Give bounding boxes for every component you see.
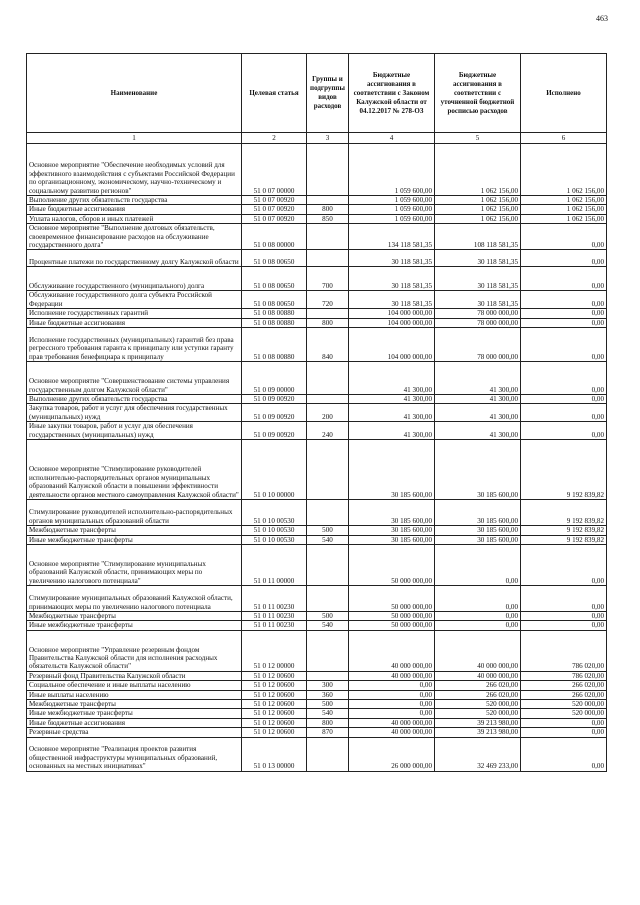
law-allocation-cell: 50 000 000,00 xyxy=(349,585,435,611)
table-row xyxy=(27,544,607,585)
table-row xyxy=(27,535,607,544)
expense-group-cell: 800 xyxy=(307,318,349,327)
executed-cell: 0,00 xyxy=(521,718,607,727)
expense-group-cell xyxy=(307,144,349,196)
adjusted-allocation-cell: 0,00 xyxy=(435,585,521,611)
row-name-cell: Межбюджетные трансферты xyxy=(27,526,242,535)
expense-group-cell: 800 xyxy=(307,205,349,214)
executed-cell: 0,00 xyxy=(521,621,607,630)
executed-cell: 520 000,00 xyxy=(521,699,607,708)
executed-cell: 786 020,00 xyxy=(521,630,607,671)
adjusted-allocation-cell: 41 300,00 xyxy=(435,422,521,440)
executed-cell: 520 000,00 xyxy=(521,709,607,718)
executed-cell: 1 062 156,00 xyxy=(521,214,607,223)
expense-group-cell: 500 xyxy=(307,526,349,535)
col-number: 5 xyxy=(435,133,521,144)
row-name-cell: Основное мероприятие "Выполнение долговых обязательств, своевременное финансирование расходов на обслуживание государственного долга" xyxy=(27,224,242,250)
law-allocation-cell: 0,00 xyxy=(349,690,435,699)
executed-cell: 786 020,00 xyxy=(521,671,607,680)
executed-cell: 0,00 xyxy=(521,267,607,291)
row-name-cell: Основное мероприятие "Стимулирование руководителей исполнительно-распорядительных органов муниципальных образований Калужской области в повышении эффективности деятельности органов местного самоуправления Калужской области" xyxy=(27,440,242,500)
expense-group-cell xyxy=(307,395,349,404)
col-header-adjusted-allocations: Бюджетные ассигнования в соответствии с уточненной бюджетной росписью расходов xyxy=(435,54,521,133)
table-header-row xyxy=(27,54,607,133)
expense-group-cell: 720 xyxy=(307,291,349,309)
table-row xyxy=(27,621,607,630)
expense-group-cell xyxy=(307,224,349,250)
expense-group-cell xyxy=(307,309,349,318)
executed-cell: 0,00 xyxy=(521,250,607,267)
executed-cell: 266 020,00 xyxy=(521,690,607,699)
row-name-cell: Закупка товаров, работ и услуг для обеспечения государственных (муниципальных) нужд xyxy=(27,404,242,422)
table-row xyxy=(27,611,607,620)
target-article-cell: 51 0 08 00650 xyxy=(242,267,307,291)
row-name-cell: Уплата налогов, сборов и иных платежей xyxy=(27,214,242,223)
executed-cell: 0,00 xyxy=(521,328,607,362)
executed-cell: 0,00 xyxy=(521,404,607,422)
target-article-cell: 51 0 09 00920 xyxy=(242,404,307,422)
target-article-cell: 51 0 07 00920 xyxy=(242,196,307,205)
expense-group-cell: 540 xyxy=(307,709,349,718)
law-allocation-cell: 0,00 xyxy=(349,699,435,708)
adjusted-allocation-cell: 41 300,00 xyxy=(435,395,521,404)
table-row xyxy=(27,718,607,727)
target-article-cell: 51 0 11 00230 xyxy=(242,585,307,611)
table-row xyxy=(27,224,607,250)
row-name-cell: Иные межбюджетные трансферты xyxy=(27,535,242,544)
target-article-cell: 51 0 08 00650 xyxy=(242,250,307,267)
target-article-cell: 51 0 08 00000 xyxy=(242,224,307,250)
law-allocation-cell: 50 000 000,00 xyxy=(349,544,435,585)
executed-cell: 0,00 xyxy=(521,422,607,440)
target-article-cell: 51 0 07 00000 xyxy=(242,144,307,196)
executed-cell: 1 062 156,00 xyxy=(521,196,607,205)
table-row xyxy=(27,709,607,718)
law-allocation-cell: 40 000 000,00 xyxy=(349,671,435,680)
adjusted-allocation-cell: 30 185 600,00 xyxy=(435,440,521,500)
expense-group-cell xyxy=(307,250,349,267)
row-name-cell: Обслуживание государственного долга субъекта Российской Федерации xyxy=(27,291,242,309)
expense-group-cell: 800 xyxy=(307,718,349,727)
table-row xyxy=(27,500,607,526)
law-allocation-cell: 50 000 000,00 xyxy=(349,611,435,620)
executed-cell: 0,00 xyxy=(521,224,607,250)
table-row xyxy=(27,291,607,309)
adjusted-allocation-cell: 108 118 581,35 xyxy=(435,224,521,250)
table-row xyxy=(27,440,607,500)
law-allocation-cell: 0,00 xyxy=(349,709,435,718)
table-row xyxy=(27,250,607,267)
table-row xyxy=(27,144,607,196)
expense-group-cell: 360 xyxy=(307,690,349,699)
executed-cell: 266 020,00 xyxy=(521,681,607,690)
adjusted-allocation-cell: 30 118 581,35 xyxy=(435,250,521,267)
adjusted-allocation-cell: 0,00 xyxy=(435,611,521,620)
expense-group-cell: 840 xyxy=(307,328,349,362)
adjusted-allocation-cell: 40 000 000,00 xyxy=(435,671,521,680)
executed-cell: 0,00 xyxy=(521,544,607,585)
expense-group-cell: 850 xyxy=(307,214,349,223)
law-allocation-cell: 41 300,00 xyxy=(349,362,435,395)
target-article-cell: 51 0 13 00000 xyxy=(242,737,307,771)
target-article-cell: 51 0 12 00600 xyxy=(242,728,307,737)
table-row xyxy=(27,422,607,440)
adjusted-allocation-cell: 266 020,00 xyxy=(435,681,521,690)
law-allocation-cell: 30 185 600,00 xyxy=(349,440,435,500)
table-row xyxy=(27,196,607,205)
col-number: 4 xyxy=(349,133,435,144)
expense-group-cell xyxy=(307,500,349,526)
row-name-cell: Основное мероприятие "Реализация проектов развития общественной инфраструктуры муниципальных образований, основанных на местных инициативах" xyxy=(27,737,242,771)
target-article-cell: 51 0 08 00880 xyxy=(242,318,307,327)
expense-group-cell xyxy=(307,544,349,585)
col-header-executed: Исполнено xyxy=(521,54,607,133)
row-name-cell: Социальное обеспечение и иные выплаты населению xyxy=(27,681,242,690)
law-allocation-cell: 40 000 000,00 xyxy=(349,728,435,737)
law-allocation-cell: 1 059 600,00 xyxy=(349,196,435,205)
executed-cell: 1 062 156,00 xyxy=(521,144,607,196)
row-name-cell: Выполнение других обязательств государства xyxy=(27,196,242,205)
law-allocation-cell: 104 000 000,00 xyxy=(349,309,435,318)
table-row xyxy=(27,267,607,291)
law-allocation-cell: 1 059 600,00 xyxy=(349,214,435,223)
row-name-cell: Иные бюджетные ассигнования xyxy=(27,205,242,214)
target-article-cell: 51 0 12 00600 xyxy=(242,681,307,690)
law-allocation-cell: 41 300,00 xyxy=(349,422,435,440)
expense-group-cell: 540 xyxy=(307,535,349,544)
law-allocation-cell: 40 000 000,00 xyxy=(349,718,435,727)
expense-group-cell: 700 xyxy=(307,267,349,291)
expense-group-cell xyxy=(307,585,349,611)
row-name-cell: Основное мероприятие "Обеспечение необходимых условий для эффективного взаимодействия с субъектами Российской Федерации по организационному, экономическому, научно-техническому и социальному развитию регионов" xyxy=(27,144,242,196)
column-number-row xyxy=(27,133,607,144)
target-article-cell: 51 0 10 00530 xyxy=(242,500,307,526)
executed-cell: 0,00 xyxy=(521,728,607,737)
adjusted-allocation-cell: 1 062 156,00 xyxy=(435,214,521,223)
adjusted-allocation-cell: 39 213 980,00 xyxy=(435,718,521,727)
row-name-cell: Обслуживание государственного (муниципального) долга xyxy=(27,267,242,291)
row-name-cell: Выполнение других обязательств государства xyxy=(27,395,242,404)
adjusted-allocation-cell: 0,00 xyxy=(435,544,521,585)
row-name-cell: Резервный фонд Правительства Калужской области xyxy=(27,671,242,680)
target-article-cell: 51 0 07 00920 xyxy=(242,214,307,223)
target-article-cell: 51 0 08 00880 xyxy=(242,328,307,362)
adjusted-allocation-cell: 78 000 000,00 xyxy=(435,328,521,362)
expense-group-cell: 500 xyxy=(307,699,349,708)
executed-cell: 9 192 839,82 xyxy=(521,535,607,544)
row-name-cell: Процентные платежи по государственному долгу Калужской области xyxy=(27,250,242,267)
row-name-cell: Основное мероприятие "Совершенствование системы управления государственным долгом Калужской области" xyxy=(27,362,242,395)
row-name-cell: Межбюджетные трансферты xyxy=(27,699,242,708)
budget-execution-table xyxy=(26,53,607,772)
row-name-cell: Основное мероприятие "Стимулирование муниципальных образований Калужской области, принимающих меры по увеличению налогового потенциала" xyxy=(27,544,242,585)
row-name-cell: Стимулирование муниципальных образований Калужской области, принимающих меры по увеличению налогового потенциала xyxy=(27,585,242,611)
target-article-cell: 51 0 11 00000 xyxy=(242,544,307,585)
executed-cell: 0,00 xyxy=(521,309,607,318)
executed-cell: 9 192 839,82 xyxy=(521,500,607,526)
row-name-cell: Иные выплаты населению xyxy=(27,690,242,699)
executed-cell: 9 192 839,82 xyxy=(521,526,607,535)
adjusted-allocation-cell: 39 213 980,00 xyxy=(435,728,521,737)
table-row xyxy=(27,585,607,611)
expense-group-cell xyxy=(307,630,349,671)
page-number: 463 xyxy=(596,14,608,23)
expense-group-cell xyxy=(307,362,349,395)
col-number: 3 xyxy=(307,133,349,144)
adjusted-allocation-cell: 0,00 xyxy=(435,621,521,630)
adjusted-allocation-cell: 1 062 156,00 xyxy=(435,205,521,214)
expense-group-cell xyxy=(307,737,349,771)
expense-group-cell: 870 xyxy=(307,728,349,737)
target-article-cell: 51 0 08 00650 xyxy=(242,291,307,309)
table-row xyxy=(27,205,607,214)
law-allocation-cell: 104 000 000,00 xyxy=(349,318,435,327)
executed-cell: 1 062 156,00 xyxy=(521,205,607,214)
law-allocation-cell: 41 300,00 xyxy=(349,404,435,422)
executed-cell: 0,00 xyxy=(521,585,607,611)
expense-group-cell: 200 xyxy=(307,404,349,422)
executed-cell: 0,00 xyxy=(521,318,607,327)
table-row xyxy=(27,404,607,422)
law-allocation-cell: 30 185 600,00 xyxy=(349,500,435,526)
target-article-cell: 51 0 12 00600 xyxy=(242,690,307,699)
row-name-cell: Иные бюджетные ассигнования xyxy=(27,718,242,727)
target-article-cell: 51 0 12 00600 xyxy=(242,718,307,727)
row-name-cell: Иные межбюджетные трансферты xyxy=(27,709,242,718)
table-row xyxy=(27,318,607,327)
law-allocation-cell: 30 185 600,00 xyxy=(349,526,435,535)
target-article-cell: 51 0 09 00920 xyxy=(242,422,307,440)
expense-group-cell xyxy=(307,196,349,205)
target-article-cell: 51 0 09 00920 xyxy=(242,395,307,404)
target-article-cell: 51 0 10 00000 xyxy=(242,440,307,500)
col-header-name: Наименование xyxy=(27,54,242,133)
row-name-cell: Иные бюджетные ассигнования xyxy=(27,318,242,327)
adjusted-allocation-cell: 30 118 581,35 xyxy=(435,291,521,309)
table-body xyxy=(27,144,607,772)
target-article-cell: 51 0 10 00530 xyxy=(242,526,307,535)
table-row xyxy=(27,526,607,535)
executed-cell: 0,00 xyxy=(521,611,607,620)
col-number: 2 xyxy=(242,133,307,144)
adjusted-allocation-cell: 30 185 600,00 xyxy=(435,500,521,526)
expense-group-cell: 300 xyxy=(307,681,349,690)
row-name-cell: Иные закупки товаров, работ и услуг для обеспечения государственных (муниципальных) нужд xyxy=(27,422,242,440)
expense-group-cell xyxy=(307,440,349,500)
table-row xyxy=(27,309,607,318)
law-allocation-cell: 104 000 000,00 xyxy=(349,328,435,362)
target-article-cell: 51 0 12 00600 xyxy=(242,671,307,680)
executed-cell: 0,00 xyxy=(521,737,607,771)
target-article-cell: 51 0 11 00230 xyxy=(242,621,307,630)
adjusted-allocation-cell: 41 300,00 xyxy=(435,404,521,422)
law-allocation-cell: 0,00 xyxy=(349,681,435,690)
target-article-cell: 51 0 07 00920 xyxy=(242,205,307,214)
executed-cell: 0,00 xyxy=(521,362,607,395)
adjusted-allocation-cell: 78 000 000,00 xyxy=(435,318,521,327)
col-header-law-allocations: Бюджетные ассигнования в соответствии с Законом Калужской области от 04.12.2017 № 278-ОЗ xyxy=(349,54,435,133)
table-row xyxy=(27,362,607,395)
row-name-cell: Резервные средства xyxy=(27,728,242,737)
executed-cell: 9 192 839,82 xyxy=(521,440,607,500)
adjusted-allocation-cell: 32 469 233,00 xyxy=(435,737,521,771)
row-name-cell: Основное мероприятие "Управление резервным фондом Правительства Калужской области для исполнения расходных обязательств Калужской области" xyxy=(27,630,242,671)
table-row xyxy=(27,690,607,699)
table-row xyxy=(27,671,607,680)
target-article-cell: 51 0 11 00230 xyxy=(242,611,307,620)
target-article-cell: 51 0 12 00600 xyxy=(242,699,307,708)
executed-cell: 0,00 xyxy=(521,291,607,309)
target-article-cell: 51 0 10 00530 xyxy=(242,535,307,544)
target-article-cell: 51 0 08 00880 xyxy=(242,309,307,318)
table-row xyxy=(27,214,607,223)
law-allocation-cell: 41 300,00 xyxy=(349,395,435,404)
adjusted-allocation-cell: 1 062 156,00 xyxy=(435,144,521,196)
table-row xyxy=(27,728,607,737)
target-article-cell: 51 0 09 00000 xyxy=(242,362,307,395)
row-name-cell: Исполнение государственных гарантий xyxy=(27,309,242,318)
law-allocation-cell: 30 118 581,35 xyxy=(349,250,435,267)
row-name-cell: Исполнение государственных (муниципальных) гарантий без права регрессного требования гаранта к принципалу или уступки гаранту прав требования бенефициара к принципалу xyxy=(27,328,242,362)
row-name-cell: Стимулирование руководителей исполнительно-распорядительных органов муниципальных образований области xyxy=(27,500,242,526)
adjusted-allocation-cell: 520 000,00 xyxy=(435,709,521,718)
adjusted-allocation-cell: 78 000 000,00 xyxy=(435,309,521,318)
col-header-target-article: Целевая статья xyxy=(242,54,307,133)
target-article-cell: 51 0 12 00600 xyxy=(242,709,307,718)
adjusted-allocation-cell: 266 020,00 xyxy=(435,690,521,699)
table-row xyxy=(27,681,607,690)
law-allocation-cell: 50 000 000,00 xyxy=(349,621,435,630)
expense-group-cell: 240 xyxy=(307,422,349,440)
col-header-expense-groups: Группы и подгруппы видов расходов xyxy=(307,54,349,133)
law-allocation-cell: 30 185 600,00 xyxy=(349,535,435,544)
col-number: 6 xyxy=(521,133,607,144)
adjusted-allocation-cell: 30 185 600,00 xyxy=(435,526,521,535)
adjusted-allocation-cell: 1 062 156,00 xyxy=(435,196,521,205)
expense-group-cell: 540 xyxy=(307,621,349,630)
expense-group-cell: 500 xyxy=(307,611,349,620)
expense-group-cell xyxy=(307,671,349,680)
table-row xyxy=(27,630,607,671)
law-allocation-cell: 30 118 581,35 xyxy=(349,291,435,309)
adjusted-allocation-cell: 40 000 000,00 xyxy=(435,630,521,671)
law-allocation-cell: 40 000 000,00 xyxy=(349,630,435,671)
law-allocation-cell: 1 059 600,00 xyxy=(349,205,435,214)
table-row xyxy=(27,737,607,771)
table-row xyxy=(27,699,607,708)
law-allocation-cell: 26 000 000,00 xyxy=(349,737,435,771)
law-allocation-cell: 1 059 600,00 xyxy=(349,144,435,196)
adjusted-allocation-cell: 30 118 581,35 xyxy=(435,267,521,291)
row-name-cell: Межбюджетные трансферты xyxy=(27,611,242,620)
adjusted-allocation-cell: 520 000,00 xyxy=(435,699,521,708)
executed-cell: 0,00 xyxy=(521,395,607,404)
adjusted-allocation-cell: 30 185 600,00 xyxy=(435,535,521,544)
row-name-cell: Иные межбюджетные трансферты xyxy=(27,621,242,630)
law-allocation-cell: 134 118 581,35 xyxy=(349,224,435,250)
target-article-cell: 51 0 12 00000 xyxy=(242,630,307,671)
col-number: 1 xyxy=(27,133,242,144)
law-allocation-cell: 30 118 581,35 xyxy=(349,267,435,291)
table-row xyxy=(27,328,607,362)
adjusted-allocation-cell: 41 300,00 xyxy=(435,362,521,395)
table-row xyxy=(27,395,607,404)
